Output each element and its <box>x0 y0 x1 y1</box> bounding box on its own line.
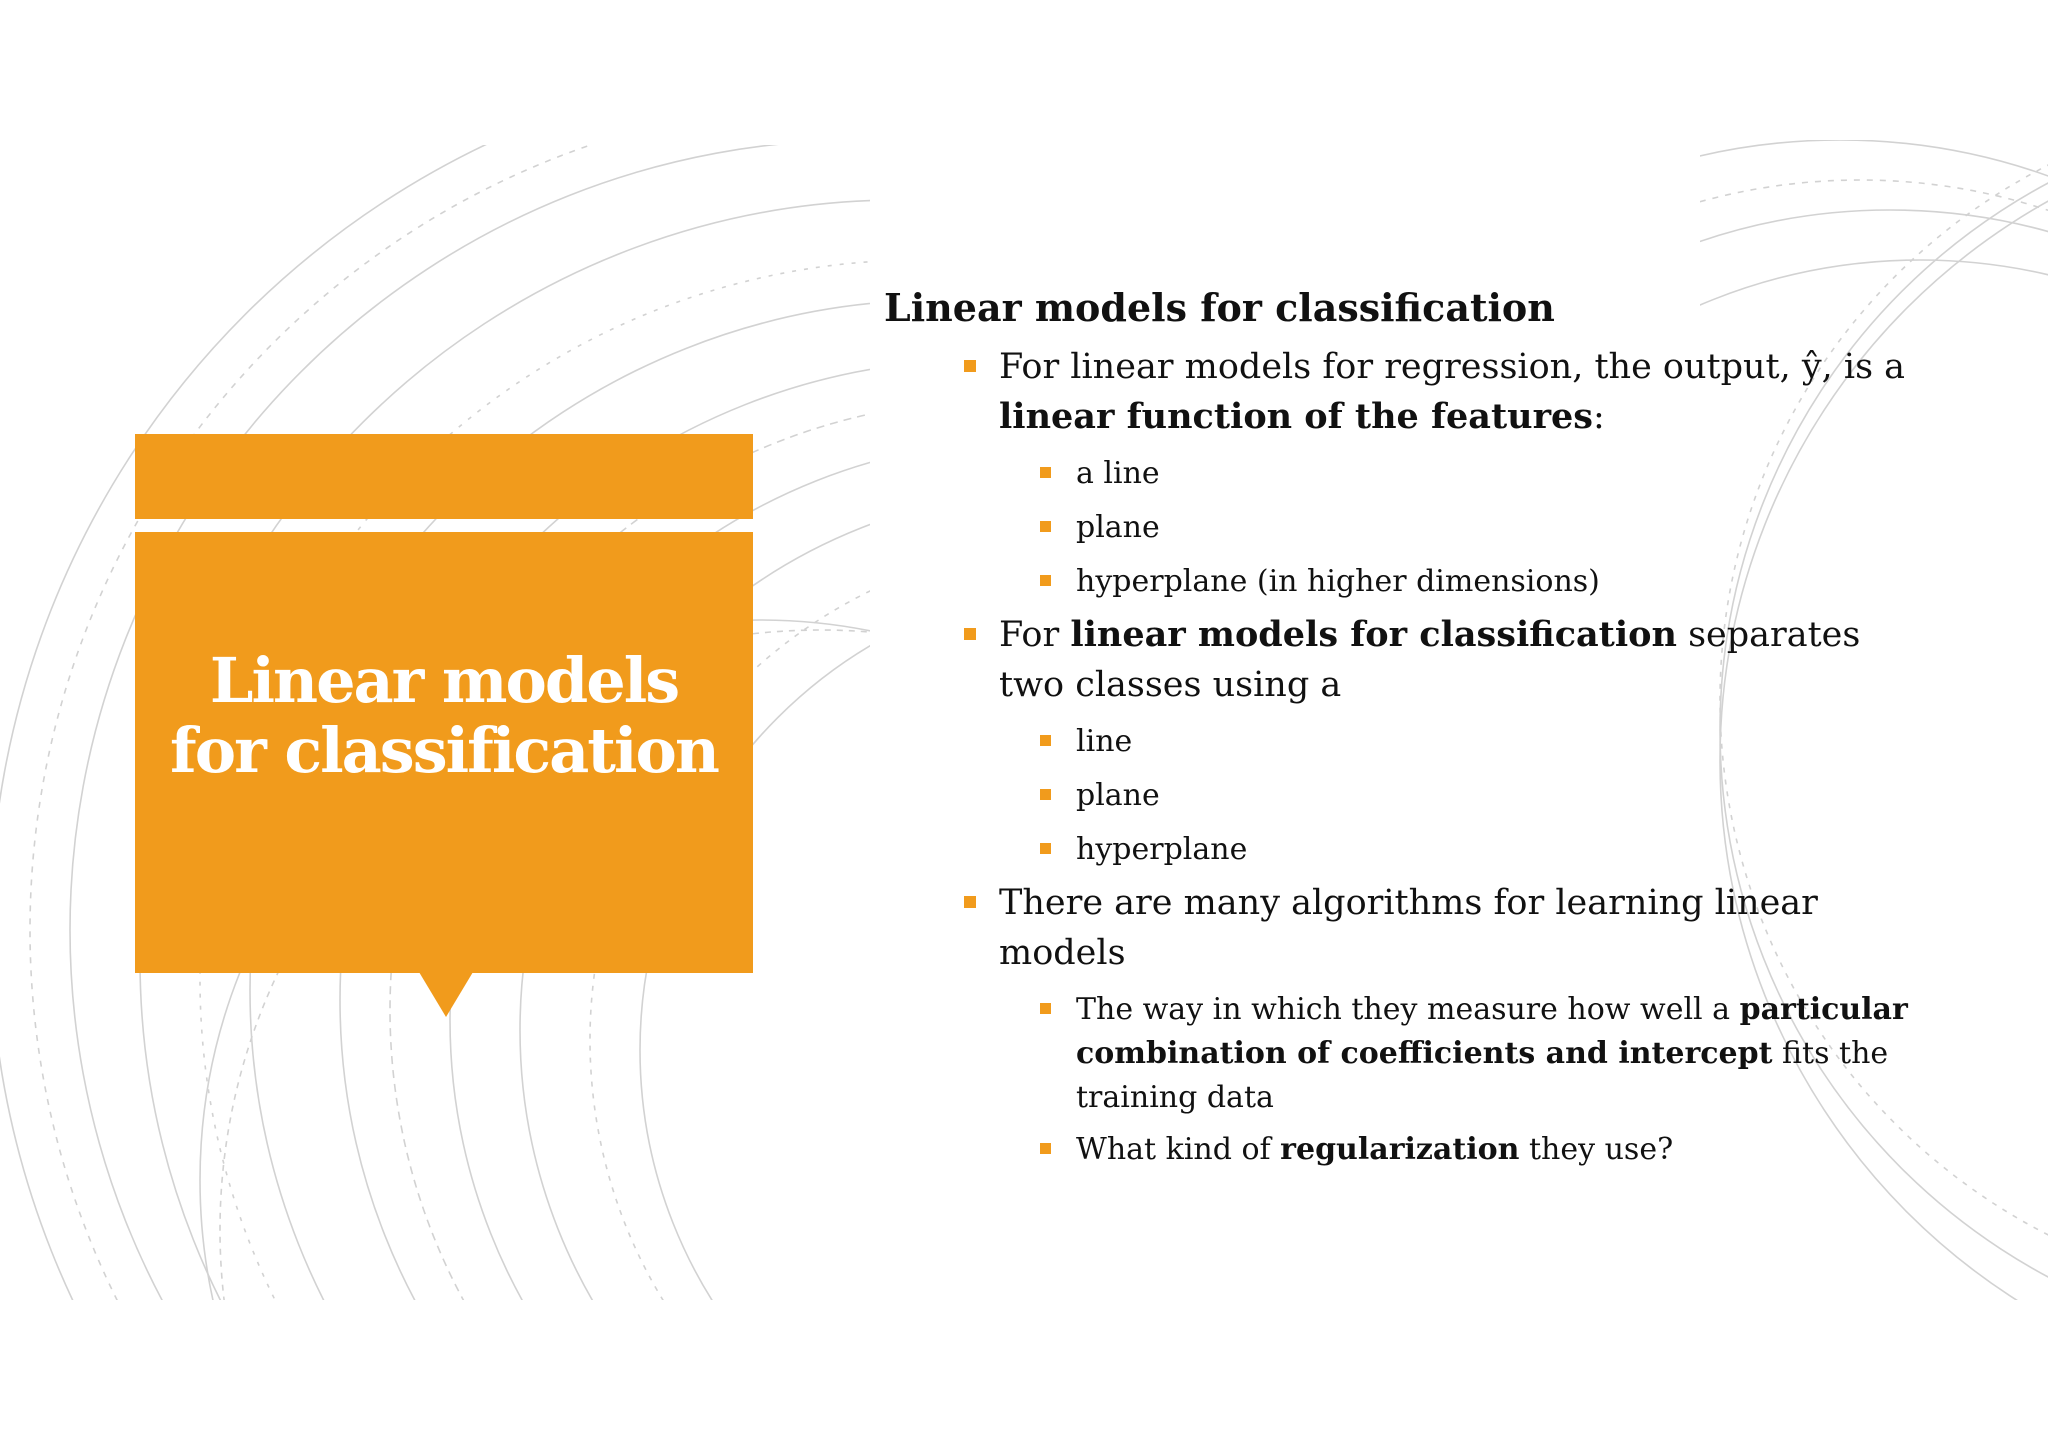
sub-bullet-text: hyperplane <box>1076 832 1248 867</box>
title-callout-box <box>135 532 753 973</box>
square-bullet-icon <box>1040 521 1051 532</box>
sub-bullet-text: hyperplane (in higher dimensions) <box>1076 564 1600 599</box>
slide-title-line-2: for classification <box>170 713 718 787</box>
bullet-text: : <box>1593 397 1605 437</box>
sub-bullet <box>884 828 1924 872</box>
sub-bullet-text: plane <box>1076 778 1160 813</box>
sub-bullet-text: a line <box>1076 456 1160 491</box>
sub-bullet <box>884 988 1924 1120</box>
square-bullet-icon <box>1040 1143 1051 1154</box>
bullet-classification <box>884 610 1924 710</box>
sub-bullet <box>884 1128 1924 1172</box>
sub-bullet <box>884 506 1924 550</box>
slide-title <box>164 643 724 787</box>
bullet-regression <box>884 342 1924 442</box>
sub-bullet <box>884 720 1924 764</box>
bullet-text: separates two classes using a <box>999 615 1861 705</box>
square-bullet-icon <box>964 896 976 908</box>
square-bullet-icon <box>1040 843 1051 854</box>
square-bullet-icon <box>1040 789 1051 800</box>
sub-bullet <box>884 560 1924 604</box>
square-bullet-icon <box>964 628 976 640</box>
sub-bullet-text: fits the training data <box>1076 1036 1889 1115</box>
sub-bullet-text: they use? <box>1519 1132 1674 1167</box>
sub-bullet-bold-text: regularization <box>1280 1132 1520 1167</box>
bullet-text: For linear models for regression, the output, ŷ, is a <box>999 347 1906 387</box>
bullet-text: For <box>999 615 1071 655</box>
square-bullet-icon <box>1040 735 1051 746</box>
square-bullet-icon <box>1040 575 1051 586</box>
sub-bullet <box>884 452 1924 496</box>
title-accent-bar <box>135 434 753 519</box>
slide-title-line-1: Linear models <box>209 643 679 717</box>
sub-bullet-text: The way in which they measure how well a <box>1076 992 1740 1027</box>
sub-bullet-bold-text: particular combination of coefficients and intercept <box>1076 992 1908 1071</box>
sub-bullet-text: line <box>1076 724 1133 759</box>
sub-bullet <box>884 774 1924 818</box>
sub-bullet-text: plane <box>1076 510 1160 545</box>
square-bullet-icon <box>1040 1003 1051 1014</box>
bullet-text: There are many algorithms for learning linear models <box>999 883 1818 973</box>
content-heading: Linear models for classification <box>884 285 1555 330</box>
square-bullet-icon <box>1040 467 1051 478</box>
square-bullet-icon <box>964 360 976 372</box>
bullet-bold-text: linear function of the features <box>999 396 1593 437</box>
sub-bullet-text: What kind of <box>1076 1132 1281 1167</box>
slide-content <box>884 282 1924 1172</box>
bullet-algorithms <box>884 878 1924 978</box>
bullet-bold-text: linear models for classification <box>1070 614 1677 655</box>
callout-pointer <box>419 972 473 1017</box>
